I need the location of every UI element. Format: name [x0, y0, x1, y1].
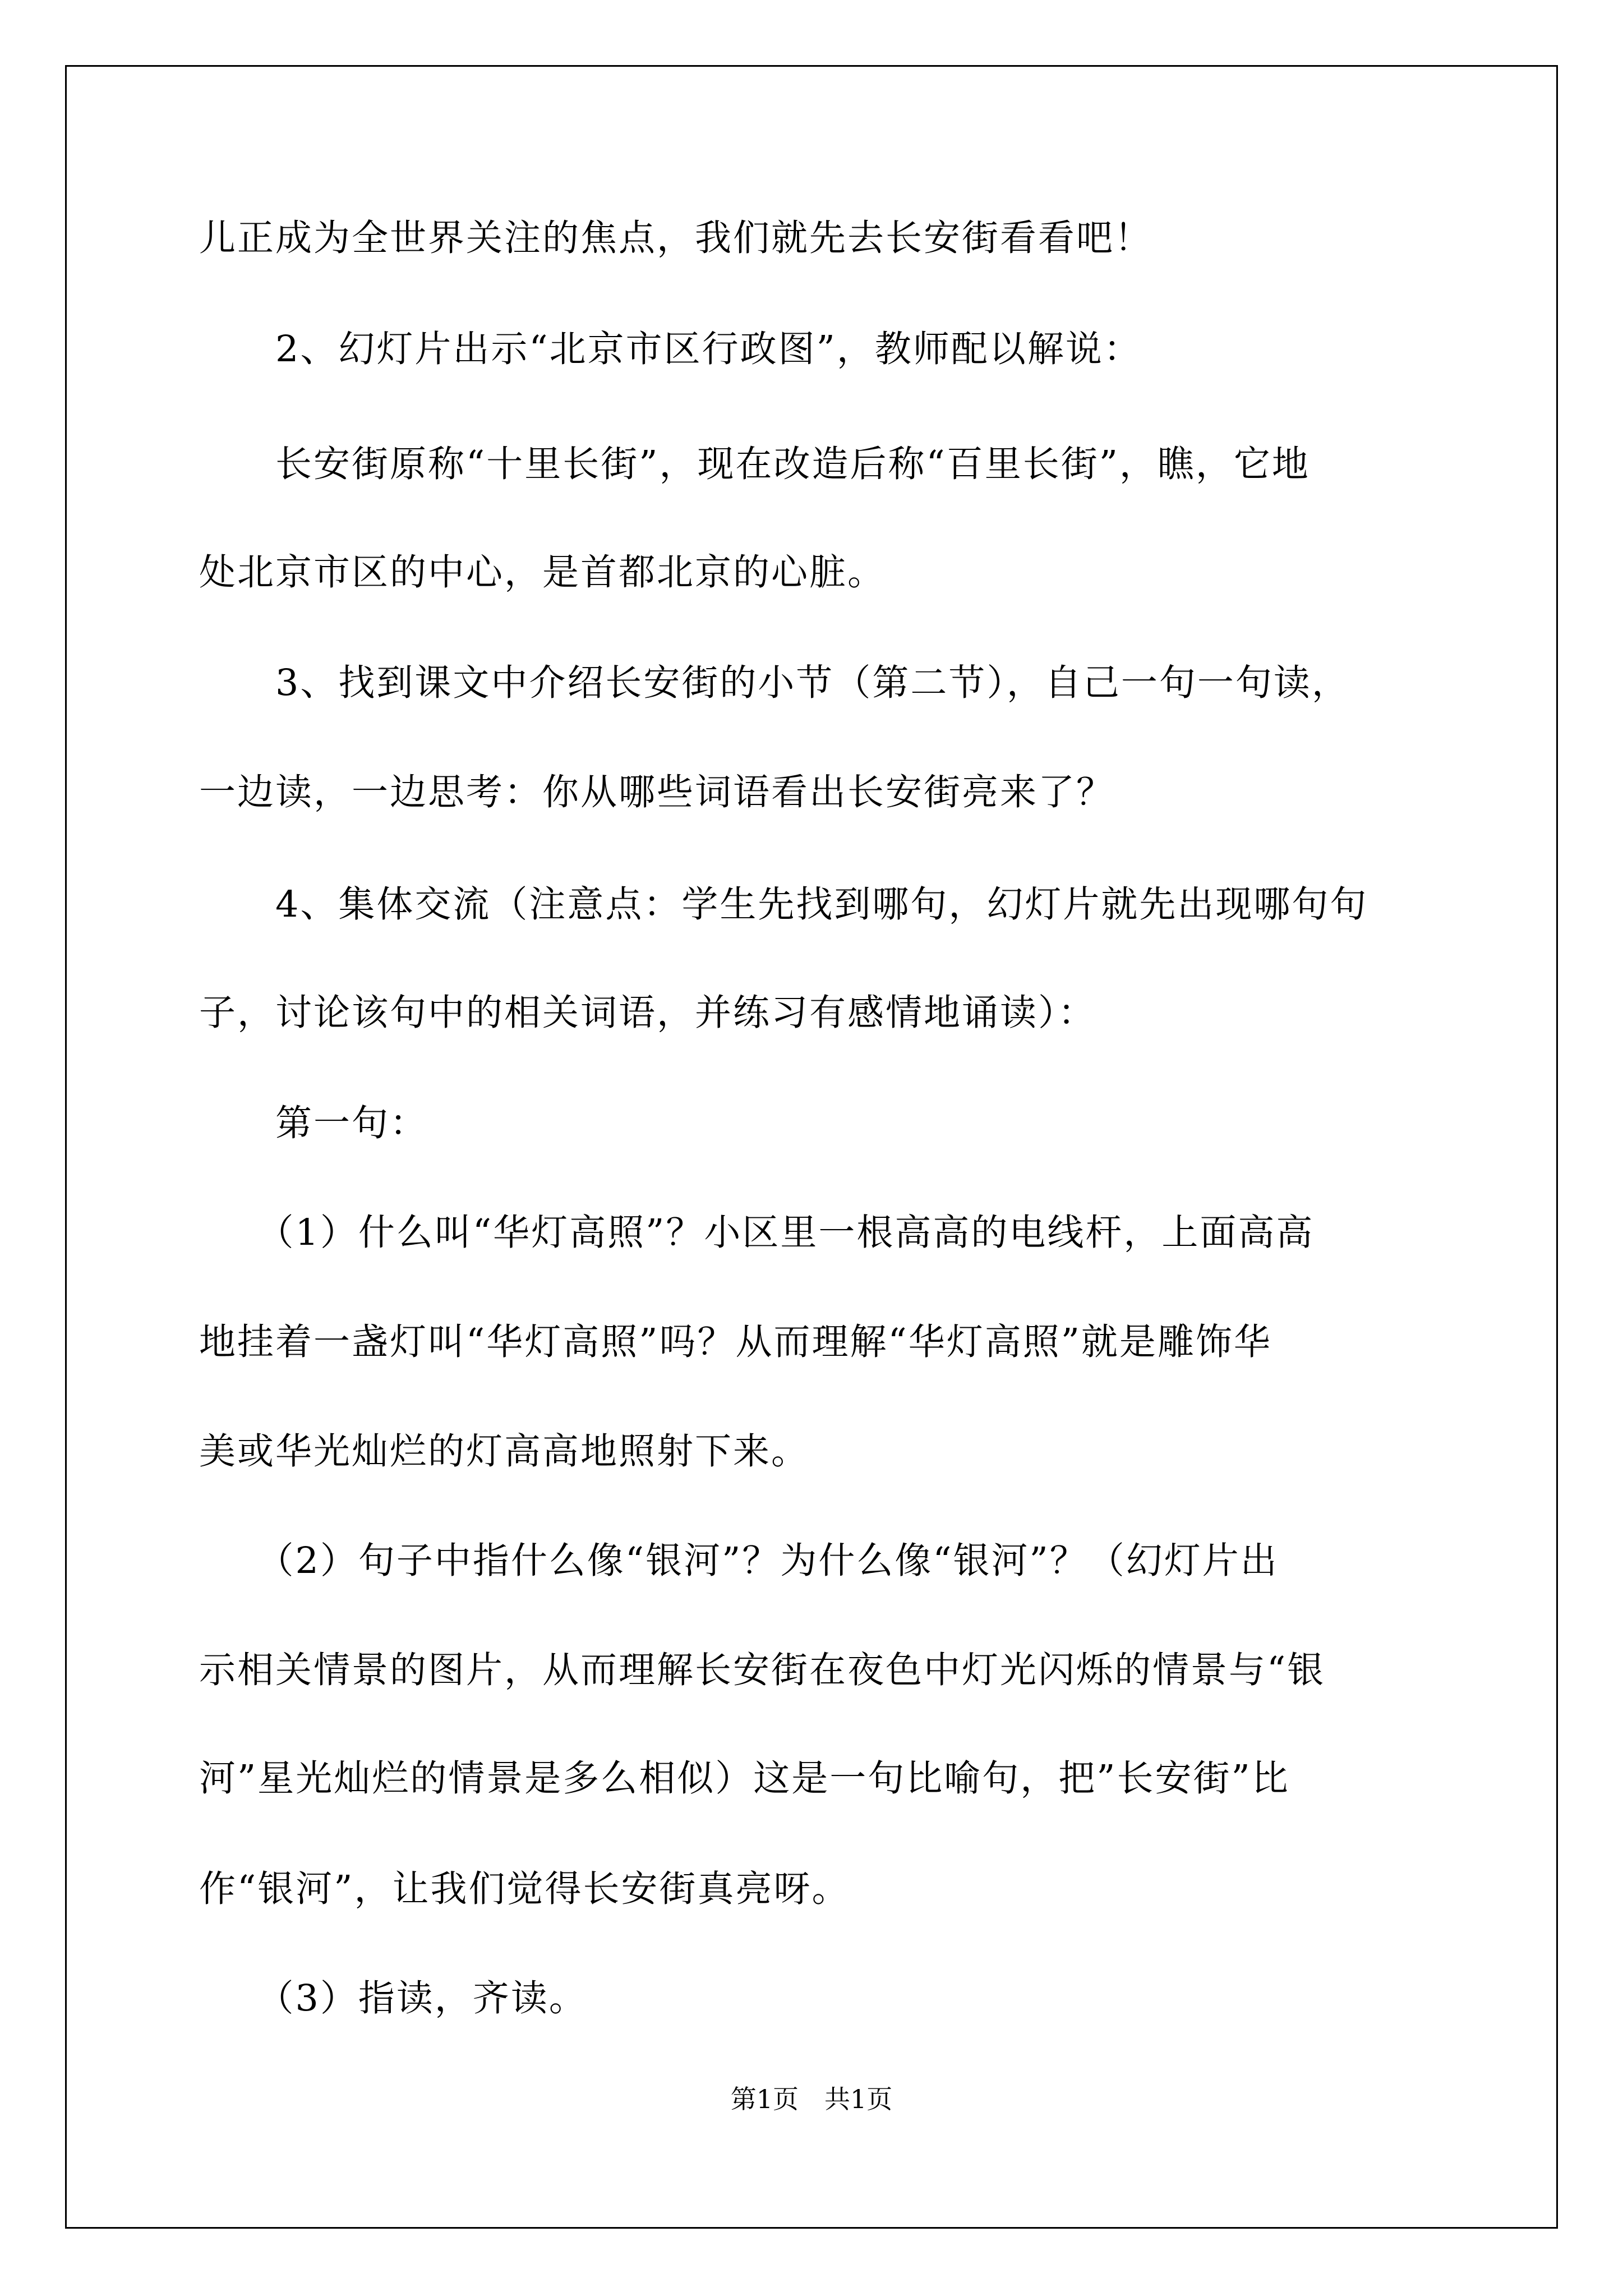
text-line: 2、幻灯片出示“北京市区行政图”，教师配以解说： [199, 328, 1142, 370]
text-line: 3、找到课文中介绍长安街的小节（第二节），自己一句一句读， [199, 662, 1350, 704]
text-line: 子，讨论该句中的相关词语，并练习有感情地诵读）： [199, 992, 1096, 1034]
text-line: （1）什么叫“华灯高照”？小区里一根高高的电线杆，上面高高 [199, 1212, 1315, 1254]
text-line: 处北京市区的中心，是首都北京的心脏。 [199, 551, 886, 593]
text-line: 作“银河”，让我们觉得长安街真亮呀。 [199, 1868, 850, 1910]
text-line: 示相关情景的图片，从而理解长安街在夜色中灯光闪烁的情景与“银 [199, 1649, 1326, 1691]
text-line: 第一句： [199, 1102, 428, 1144]
text-line: 美或华光灿烂的灯高高地照射下来。 [199, 1430, 810, 1473]
text-line: 儿正成为全世界关注的焦点，我们就先去长安街看看吧！ [199, 217, 1153, 259]
text-line: 一边读，一边思考：你从哪些词语看出长安街亮来了？ [199, 771, 1115, 813]
text-line: 长安街原称“十里长街”，现在改造后称“百里长街”，瞧，它地 [199, 443, 1310, 485]
text-line: （2）句子中指什么像“银河”？为什么像“银河”？（幻灯片出 [199, 1540, 1279, 1582]
text-line: （3）指读，齐读。 [199, 1977, 587, 2019]
text-line: 河”星光灿烂的情景是多么相似）这是一句比喻句，把”长安街”比 [199, 1757, 1290, 1800]
text-line: 地挂着一盏灯叫“华灯高照”吗？从而理解“华灯高照”就是雕饰华 [199, 1321, 1272, 1363]
text-line: 4、集体交流（注意点：学生先找到哪句，幻灯片就先出现哪句句 [199, 884, 1368, 926]
page-number-footer: 第1页 共1页 [730, 2084, 893, 2114]
